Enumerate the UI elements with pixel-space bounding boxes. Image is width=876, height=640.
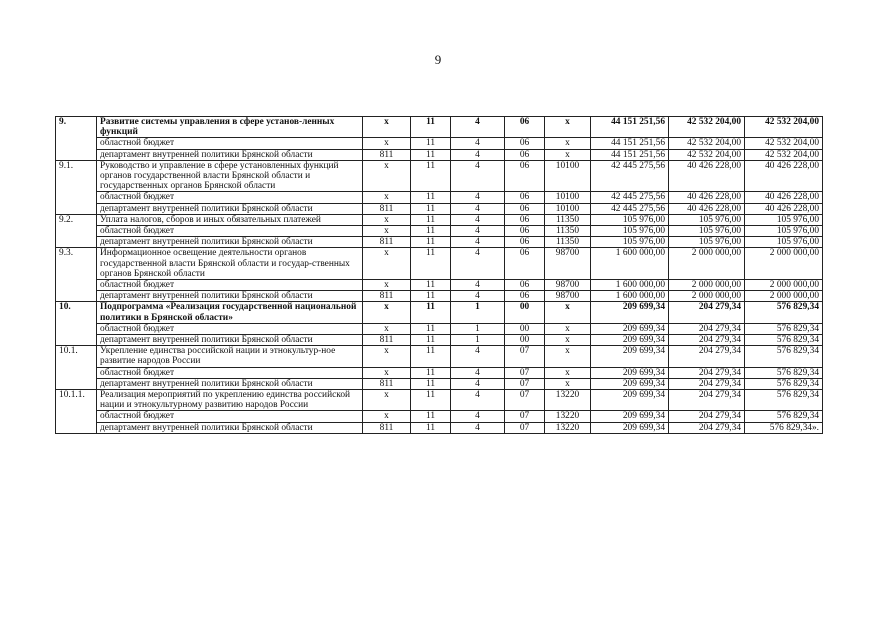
code-gp-cell: х: [363, 117, 411, 138]
amount-year3-cell: 40 426 228,00: [745, 160, 823, 192]
amount-year2-cell: 204 279,34: [669, 378, 745, 389]
code-gp-cell: х: [363, 248, 411, 280]
table-row: [56, 302, 823, 323]
amount-year3-cell: 2 000 000,00: [745, 291, 823, 302]
row-number-cell: 9.3.: [56, 248, 97, 280]
row-name-cell: департамент внутренней политики Брянской области: [97, 149, 363, 160]
amount-year1-cell: 42 445 275,56: [591, 160, 669, 192]
table-row: [56, 367, 823, 378]
code-main-event-cell: 07: [505, 346, 545, 367]
table-row: [56, 160, 823, 192]
code-subprogram-cell: 1: [451, 335, 505, 346]
code-direction-cell: х: [545, 378, 591, 389]
table-body: [56, 117, 823, 434]
code-main-event-cell: 06: [505, 214, 545, 225]
code-subprogram-cell: 4: [451, 346, 505, 367]
row-number-cell: [56, 367, 97, 378]
table-row: [56, 203, 823, 214]
amount-year2-cell: 2 000 000,00: [669, 291, 745, 302]
code-gp-cell: 811: [363, 149, 411, 160]
code-main-event-cell: 06: [505, 226, 545, 237]
code-direction-cell: 98700: [545, 248, 591, 280]
row-name-cell: Подпрограмма «Реализация государственной национальной политики в Брянской области»: [97, 302, 363, 323]
code-main-event-cell: 07: [505, 367, 545, 378]
row-name-cell: Реализация мероприятий по укреплению единства российской нации и этнокультурному развитию народов России: [97, 390, 363, 411]
amount-year3-cell: 105 976,00: [745, 226, 823, 237]
table-row: [56, 323, 823, 334]
row-number-cell: [56, 138, 97, 149]
code-gp-cell: 811: [363, 422, 411, 433]
row-name-cell: Укрепление единства российской нации и этнокультур-ное развитие народов России: [97, 346, 363, 367]
amount-year2-cell: 105 976,00: [669, 237, 745, 248]
code-subprogram-cell: 4: [451, 248, 505, 280]
code-direction-cell: 13220: [545, 390, 591, 411]
amount-year2-cell: 2 000 000,00: [669, 280, 745, 291]
code-main-event-cell: 06: [505, 291, 545, 302]
code-program-cell: 11: [411, 149, 451, 160]
code-gp-cell: х: [363, 302, 411, 323]
amount-year3-cell: 576 829,34: [745, 323, 823, 334]
row-number-cell: [56, 378, 97, 389]
row-number-cell: [56, 203, 97, 214]
code-direction-cell: 10100: [545, 203, 591, 214]
code-gp-cell: х: [363, 160, 411, 192]
table-row: [56, 192, 823, 203]
amount-year1-cell: 1 600 000,00: [591, 248, 669, 280]
code-gp-cell: х: [363, 367, 411, 378]
row-number-cell: [56, 411, 97, 422]
table-row: [56, 422, 823, 433]
amount-year2-cell: 204 279,34: [669, 390, 745, 411]
code-main-event-cell: 06: [505, 237, 545, 248]
row-name-cell: областной бюджет: [97, 138, 363, 149]
row-number-cell: [56, 280, 97, 291]
amount-year3-cell: 576 829,34: [745, 378, 823, 389]
code-gp-cell: х: [363, 192, 411, 203]
code-program-cell: 11: [411, 214, 451, 225]
amount-year2-cell: 42 532 204,00: [669, 117, 745, 138]
code-program-cell: 11: [411, 378, 451, 389]
code-gp-cell: х: [363, 226, 411, 237]
row-name-cell: Руководство и управление в сфере установленных функций органов государственной власти Брянской области и государственных органов Брянской области: [97, 160, 363, 192]
code-direction-cell: 13220: [545, 422, 591, 433]
code-direction-cell: 11350: [545, 226, 591, 237]
code-gp-cell: х: [363, 214, 411, 225]
code-program-cell: 11: [411, 138, 451, 149]
amount-year3-cell: 105 976,00: [745, 237, 823, 248]
code-subprogram-cell: 4: [451, 117, 505, 138]
row-number-cell: [56, 192, 97, 203]
code-gp-cell: 811: [363, 335, 411, 346]
amount-year3-cell: 576 829,34: [745, 302, 823, 323]
row-name-cell: департамент внутренней политики Брянской области: [97, 335, 363, 346]
code-program-cell: 11: [411, 367, 451, 378]
amount-year2-cell: 204 279,34: [669, 302, 745, 323]
amount-year2-cell: 204 279,34: [669, 346, 745, 367]
row-number-cell: [56, 291, 97, 302]
code-subprogram-cell: 4: [451, 138, 505, 149]
code-direction-cell: х: [545, 323, 591, 334]
amount-year1-cell: 42 445 275,56: [591, 192, 669, 203]
row-number-cell: [56, 237, 97, 248]
code-direction-cell: 10100: [545, 160, 591, 192]
code-subprogram-cell: 4: [451, 203, 505, 214]
amount-year1-cell: 209 699,34: [591, 323, 669, 334]
amount-year2-cell: 204 279,34: [669, 323, 745, 334]
amount-year3-cell: 42 532 204,00: [745, 149, 823, 160]
code-main-event-cell: 07: [505, 378, 545, 389]
code-program-cell: 11: [411, 203, 451, 214]
code-program-cell: 11: [411, 117, 451, 138]
table-row: [56, 226, 823, 237]
code-main-event-cell: 07: [505, 422, 545, 433]
table-row: [56, 291, 823, 302]
amount-year2-cell: 40 426 228,00: [669, 160, 745, 192]
amount-year2-cell: 40 426 228,00: [669, 203, 745, 214]
code-subprogram-cell: 4: [451, 226, 505, 237]
amount-year2-cell: 105 976,00: [669, 214, 745, 225]
table-row: [56, 149, 823, 160]
code-main-event-cell: 07: [505, 390, 545, 411]
code-main-event-cell: 06: [505, 117, 545, 138]
code-subprogram-cell: 4: [451, 390, 505, 411]
table-row: [56, 390, 823, 411]
code-program-cell: 11: [411, 291, 451, 302]
code-subprogram-cell: 4: [451, 367, 505, 378]
code-program-cell: 11: [411, 422, 451, 433]
code-direction-cell: х: [545, 346, 591, 367]
budget-table: [55, 116, 823, 434]
code-main-event-cell: 06: [505, 192, 545, 203]
amount-year3-cell: 576 829,34: [745, 367, 823, 378]
code-subprogram-cell: 4: [451, 160, 505, 192]
amount-year1-cell: 105 976,00: [591, 226, 669, 237]
row-number-cell: 9.: [56, 117, 97, 138]
row-number-cell: 10.1.: [56, 346, 97, 367]
amount-year3-cell: 576 829,34: [745, 390, 823, 411]
amount-year1-cell: 42 445 275,56: [591, 203, 669, 214]
amount-year1-cell: 209 699,34: [591, 367, 669, 378]
code-gp-cell: х: [363, 411, 411, 422]
row-name-cell: департамент внутренней политики Брянской области: [97, 291, 363, 302]
code-direction-cell: х: [545, 117, 591, 138]
code-gp-cell: х: [363, 138, 411, 149]
amount-year1-cell: 209 699,34: [591, 411, 669, 422]
row-number-cell: 10.1.1.: [56, 390, 97, 411]
code-direction-cell: х: [545, 302, 591, 323]
code-direction-cell: х: [545, 335, 591, 346]
code-direction-cell: х: [545, 367, 591, 378]
code-gp-cell: 811: [363, 291, 411, 302]
code-main-event-cell: 06: [505, 248, 545, 280]
amount-year2-cell: 42 532 204,00: [669, 138, 745, 149]
row-name-cell: областной бюджет: [97, 367, 363, 378]
code-main-event-cell: 06: [505, 203, 545, 214]
row-name-cell: областной бюджет: [97, 226, 363, 237]
code-main-event-cell: 06: [505, 280, 545, 291]
row-name-cell: областной бюджет: [97, 192, 363, 203]
row-name-cell: департамент внутренней политики Брянской области: [97, 203, 363, 214]
amount-year3-cell: 42 532 204,00: [745, 117, 823, 138]
row-name-cell: областной бюджет: [97, 411, 363, 422]
code-subprogram-cell: 4: [451, 214, 505, 225]
amount-year3-cell: 105 976,00: [745, 214, 823, 225]
amount-year3-cell: 576 829,34: [745, 335, 823, 346]
row-number-cell: [56, 335, 97, 346]
amount-year2-cell: 42 532 204,00: [669, 149, 745, 160]
amount-year2-cell: 204 279,34: [669, 367, 745, 378]
amount-year1-cell: 44 151 251,56: [591, 138, 669, 149]
code-gp-cell: х: [363, 323, 411, 334]
table-row: [56, 280, 823, 291]
code-direction-cell: 11350: [545, 237, 591, 248]
code-direction-cell: 10100: [545, 192, 591, 203]
code-gp-cell: 811: [363, 378, 411, 389]
amount-year1-cell: 105 976,00: [591, 214, 669, 225]
amount-year1-cell: 209 699,34: [591, 378, 669, 389]
row-number-cell: [56, 149, 97, 160]
code-program-cell: 11: [411, 160, 451, 192]
code-program-cell: 11: [411, 411, 451, 422]
code-direction-cell: 98700: [545, 291, 591, 302]
code-program-cell: 11: [411, 226, 451, 237]
amount-year3-cell: 42 532 204,00: [745, 138, 823, 149]
table-row: [56, 214, 823, 225]
amount-year2-cell: 40 426 228,00: [669, 192, 745, 203]
row-name-cell: Развитие системы управления в сфере установ-ленных функций: [97, 117, 363, 138]
amount-year3-cell: 40 426 228,00: [745, 203, 823, 214]
code-subprogram-cell: 4: [451, 192, 505, 203]
table-row: [56, 237, 823, 248]
code-gp-cell: х: [363, 280, 411, 291]
amount-year2-cell: 204 279,34: [669, 335, 745, 346]
amount-year1-cell: 209 699,34: [591, 390, 669, 411]
code-direction-cell: 13220: [545, 411, 591, 422]
code-subprogram-cell: 4: [451, 422, 505, 433]
amount-year2-cell: 105 976,00: [669, 226, 745, 237]
amount-year3-cell: 576 829,34: [745, 346, 823, 367]
code-subprogram-cell: 4: [451, 291, 505, 302]
code-subprogram-cell: 1: [451, 323, 505, 334]
row-name-cell: Уплата налогов, сборов и иных обязательных платежей: [97, 214, 363, 225]
code-program-cell: 11: [411, 237, 451, 248]
amount-year3-cell: 2 000 000,00: [745, 248, 823, 280]
amount-year3-cell: 40 426 228,00: [745, 192, 823, 203]
row-name-cell: департамент внутренней политики Брянской области: [97, 422, 363, 433]
code-main-event-cell: 06: [505, 138, 545, 149]
table-row: [56, 378, 823, 389]
amount-year2-cell: 2 000 000,00: [669, 248, 745, 280]
row-name-cell: областной бюджет: [97, 323, 363, 334]
code-direction-cell: 11350: [545, 214, 591, 225]
code-gp-cell: 811: [363, 203, 411, 214]
amount-year3-cell: 2 000 000,00: [745, 280, 823, 291]
code-main-event-cell: 00: [505, 302, 545, 323]
code-subprogram-cell: 1: [451, 302, 505, 323]
code-main-event-cell: 06: [505, 160, 545, 192]
amount-year3-cell: 576 829,34: [745, 411, 823, 422]
amount-year1-cell: 1 600 000,00: [591, 291, 669, 302]
table-row: [56, 335, 823, 346]
row-number-cell: [56, 323, 97, 334]
table-row: [56, 346, 823, 367]
code-program-cell: 11: [411, 248, 451, 280]
code-direction-cell: х: [545, 149, 591, 160]
code-main-event-cell: 07: [505, 411, 545, 422]
code-direction-cell: х: [545, 138, 591, 149]
amount-year2-cell: 204 279,34: [669, 422, 745, 433]
code-gp-cell: х: [363, 390, 411, 411]
code-subprogram-cell: 4: [451, 149, 505, 160]
amount-year1-cell: 209 699,34: [591, 335, 669, 346]
code-subprogram-cell: 4: [451, 237, 505, 248]
amount-year1-cell: 209 699,34: [591, 302, 669, 323]
amount-year1-cell: 209 699,34: [591, 422, 669, 433]
row-name-cell: департамент внутренней политики Брянской области: [97, 378, 363, 389]
row-number-cell: 9.2.: [56, 214, 97, 225]
amount-year3-cell: 576 829,34».: [745, 422, 823, 433]
amount-year1-cell: 1 600 000,00: [591, 280, 669, 291]
amount-year1-cell: 44 151 251,56: [591, 149, 669, 160]
code-program-cell: 11: [411, 390, 451, 411]
code-program-cell: 11: [411, 280, 451, 291]
row-name-cell: Информационное освещение деятельности органов государственной власти Брянской области и государ-ственных органов Брянской области: [97, 248, 363, 280]
row-number-cell: [56, 226, 97, 237]
row-name-cell: департамент внутренней политики Брянской области: [97, 237, 363, 248]
code-program-cell: 11: [411, 192, 451, 203]
code-program-cell: 11: [411, 335, 451, 346]
row-name-cell: областной бюджет: [97, 280, 363, 291]
table-row: [56, 411, 823, 422]
table-row: [56, 248, 823, 280]
code-gp-cell: х: [363, 346, 411, 367]
amount-year1-cell: 105 976,00: [591, 237, 669, 248]
row-number-cell: 9.1.: [56, 160, 97, 192]
code-direction-cell: 98700: [545, 280, 591, 291]
row-number-cell: 10.: [56, 302, 97, 323]
row-number-cell: [56, 422, 97, 433]
amount-year2-cell: 204 279,34: [669, 411, 745, 422]
table-row: [56, 117, 823, 138]
code-main-event-cell: 00: [505, 323, 545, 334]
code-subprogram-cell: 4: [451, 411, 505, 422]
code-subprogram-cell: 4: [451, 280, 505, 291]
code-program-cell: 11: [411, 302, 451, 323]
code-gp-cell: 811: [363, 237, 411, 248]
code-program-cell: 11: [411, 323, 451, 334]
code-main-event-cell: 00: [505, 335, 545, 346]
table-row: [56, 138, 823, 149]
code-main-event-cell: 06: [505, 149, 545, 160]
amount-year1-cell: 44 151 251,56: [591, 117, 669, 138]
amount-year1-cell: 209 699,34: [591, 346, 669, 367]
code-program-cell: 11: [411, 346, 451, 367]
page-number: 9: [434, 52, 442, 67]
code-subprogram-cell: 4: [451, 378, 505, 389]
